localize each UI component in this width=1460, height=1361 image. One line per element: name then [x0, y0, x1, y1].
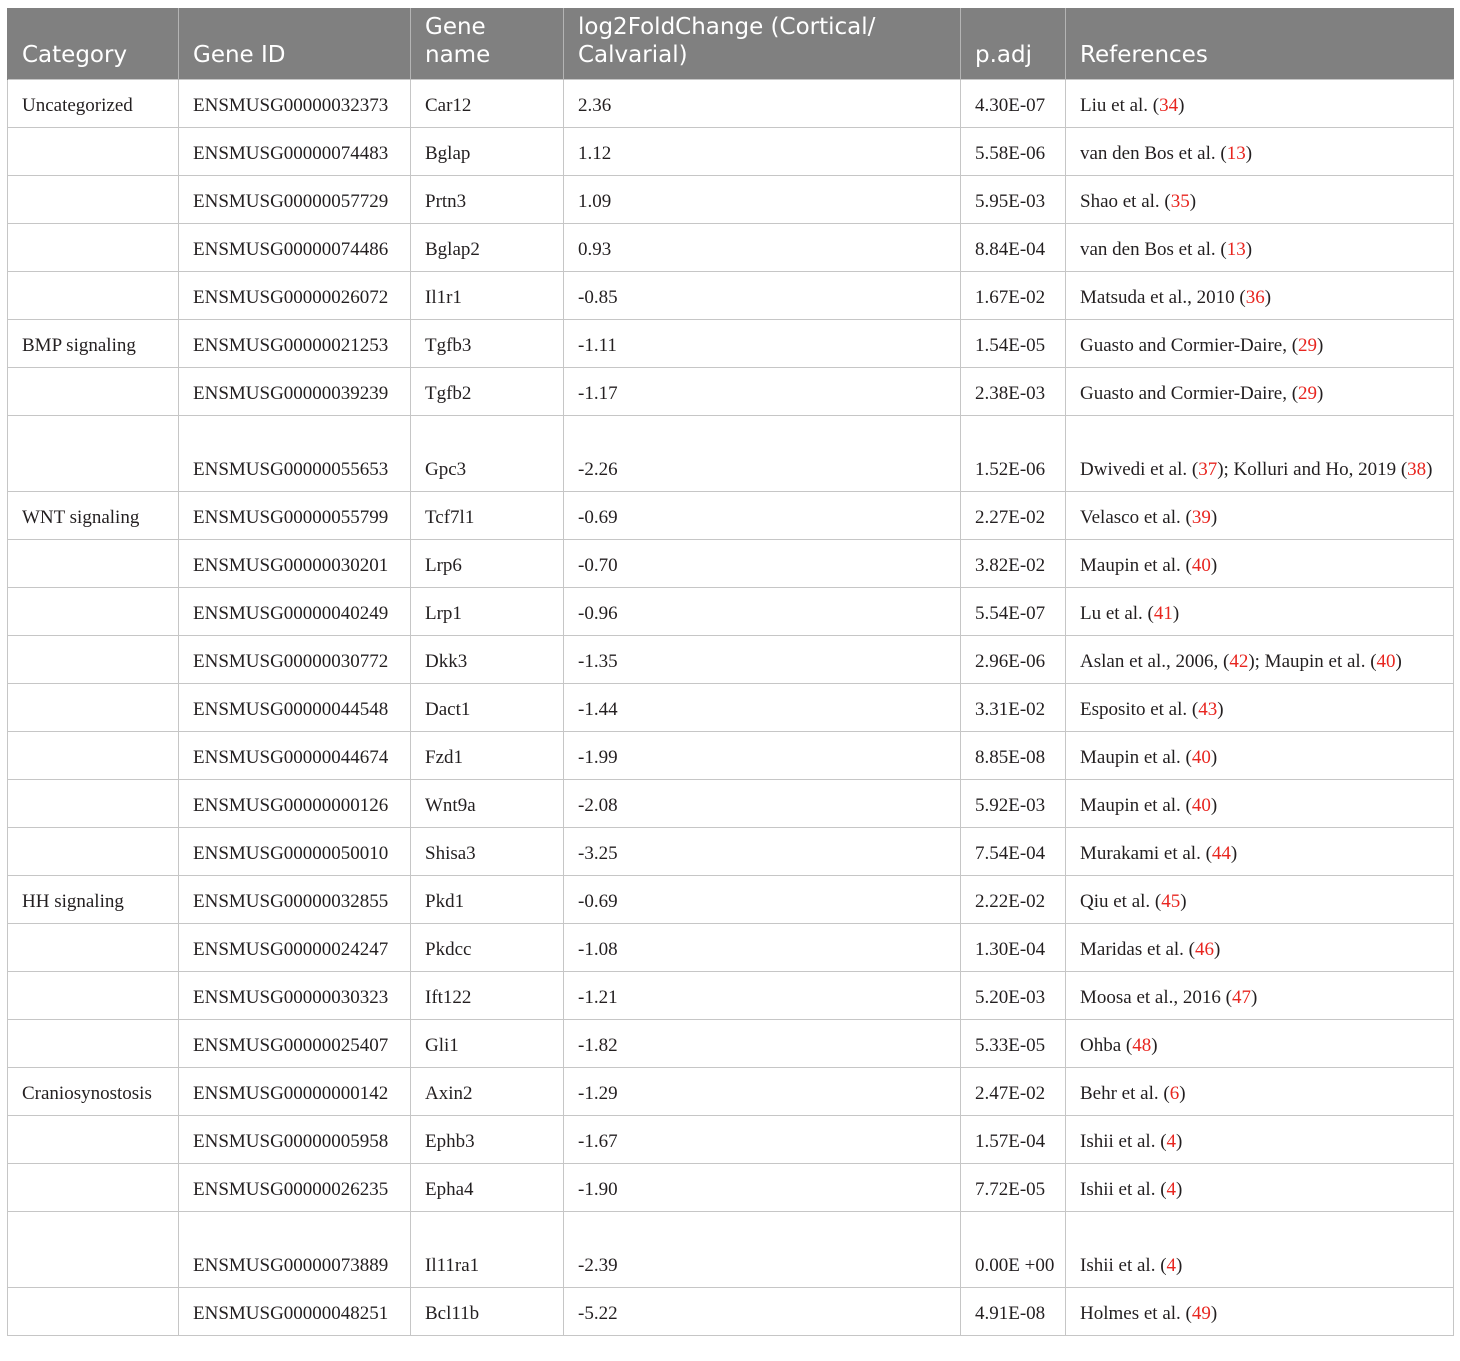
reference-citation-link[interactable]: 36 [1245, 286, 1265, 308]
cell-gene-name: Ift122 [411, 971, 564, 1019]
reference-text: ); Maupin et al. ( [1248, 650, 1377, 672]
cell-category [8, 1211, 179, 1287]
cell-reference [1066, 875, 1454, 923]
cell-padj: 3.31E-02 [961, 683, 1066, 731]
cell-category [8, 779, 179, 827]
cell-category [8, 415, 179, 491]
cell-padj: 8.85E-08 [961, 731, 1066, 779]
cell-reference [1066, 971, 1454, 1019]
reference-citation-link[interactable]: 38 [1407, 458, 1427, 480]
cell-gene-name: Il11ra1 [411, 1211, 564, 1287]
table-row [8, 1287, 1454, 1335]
cell-gene-name: Tcf7l1 [411, 491, 564, 539]
reference-text: ) [1317, 334, 1324, 356]
cell-reference [1066, 635, 1454, 683]
cell-padj: 5.95E-03 [961, 175, 1066, 223]
reference-citation-link[interactable]: 4 [1166, 1178, 1177, 1200]
cell-category: WNT signaling [8, 491, 179, 539]
cell-category [8, 635, 179, 683]
cell-gene-name: Car12 [411, 79, 564, 127]
cell-gene-id: ENSMUSG00000021253 [179, 319, 411, 367]
cell-padj: 5.92E-03 [961, 779, 1066, 827]
cell-reference [1066, 539, 1454, 587]
cell-category [8, 223, 179, 271]
table-row [8, 635, 1454, 683]
cell-reference [1066, 223, 1454, 271]
cell-log2fc: -0.70 [564, 539, 961, 587]
table-row [8, 367, 1454, 415]
reference-text: ) [1178, 94, 1185, 116]
cell-gene-id: ENSMUSG00000074486 [179, 223, 411, 271]
cell-gene-id: ENSMUSG00000026235 [179, 1163, 411, 1211]
cell-padj: 2.22E-02 [961, 875, 1066, 923]
cell-reference [1066, 491, 1454, 539]
table-row [8, 175, 1454, 223]
cell-log2fc: 1.09 [564, 175, 961, 223]
reference-text: Aslan et al., 2006, ( [1080, 650, 1230, 672]
cell-padj: 1.30E-04 [961, 923, 1066, 971]
cell-gene-id: ENSMUSG00000025407 [179, 1019, 411, 1067]
reference-citation-link[interactable]: 13 [1226, 238, 1246, 260]
cell-log2fc: -1.67 [564, 1115, 961, 1163]
gene-expression-table [7, 8, 1454, 1336]
reference-text: ) [1264, 286, 1272, 308]
cell-reference [1066, 731, 1454, 779]
table-row [8, 683, 1454, 731]
reference-citation-link[interactable]: 40 [1191, 554, 1211, 576]
reference-citation-link[interactable]: 13 [1226, 142, 1246, 164]
cell-gene-id: ENSMUSG00000000126 [179, 779, 411, 827]
cell-log2fc: -1.08 [564, 923, 961, 971]
cell-category [8, 1287, 179, 1335]
table-row [8, 923, 1454, 971]
cell-padj: 2.38E-03 [961, 367, 1066, 415]
reference-text: Ishii et al. ( [1080, 1178, 1167, 1200]
reference-citation-link[interactable]: 49 [1191, 1302, 1211, 1324]
cell-reference [1066, 1287, 1454, 1335]
header-gene-name: Gene name [411, 8, 564, 79]
table-row [8, 1211, 1454, 1287]
reference-text: Ohba ( [1080, 1034, 1133, 1056]
cell-padj: 3.82E-02 [961, 539, 1066, 587]
reference-citation-link[interactable]: 34 [1159, 94, 1179, 116]
reference-text: ) [1395, 650, 1402, 672]
cell-padj: 1.57E-04 [961, 1115, 1066, 1163]
reference-text: Maupin et al. ( [1080, 746, 1192, 768]
cell-reference [1066, 271, 1454, 319]
cell-gene-id: ENSMUSG00000024247 [179, 923, 411, 971]
table-row [8, 827, 1454, 875]
cell-gene-id: ENSMUSG00000039239 [179, 367, 411, 415]
reference-citation-link[interactable]: 6 [1169, 1082, 1180, 1104]
cell-gene-id: ENSMUSG00000048251 [179, 1287, 411, 1335]
cell-reference [1066, 827, 1454, 875]
reference-text: ) [1210, 506, 1218, 528]
reference-text: Behr et al. ( [1080, 1082, 1170, 1104]
cell-gene-name: Tgfb2 [411, 367, 564, 415]
cell-category: HH signaling [8, 875, 179, 923]
reference-text: ) [1189, 190, 1197, 212]
header-gene-id: Gene ID [179, 8, 411, 79]
table-row [8, 223, 1454, 271]
cell-log2fc: -1.99 [564, 731, 961, 779]
reference-text: ) [1210, 554, 1218, 576]
cell-padj: 5.58E-06 [961, 127, 1066, 175]
table-row [8, 79, 1454, 127]
cell-reference [1066, 367, 1454, 415]
cell-reference [1066, 79, 1454, 127]
reference-citation-link[interactable]: 40 [1191, 746, 1211, 768]
table-row [8, 415, 1454, 491]
reference-text: Dwivedi et al. ( [1080, 458, 1199, 480]
cell-log2fc: -2.26 [564, 415, 961, 491]
cell-gene-id: ENSMUSG00000030772 [179, 635, 411, 683]
reference-text: ) [1214, 938, 1221, 960]
cell-gene-name: Bglap2 [411, 223, 564, 271]
cell-padj: 2.27E-02 [961, 491, 1066, 539]
cell-gene-name: Ephb3 [411, 1115, 564, 1163]
cell-log2fc: 2.36 [564, 79, 961, 127]
reference-text: ); Kolluri and Ho, 2019 ( [1217, 458, 1408, 480]
cell-padj: 7.54E-04 [961, 827, 1066, 875]
reference-text: ) [1210, 746, 1218, 768]
reference-citation-link[interactable]: 29 [1298, 334, 1318, 356]
reference-citation-link[interactable]: 35 [1170, 190, 1190, 212]
reference-text: ) [1180, 890, 1187, 912]
cell-log2fc: -1.21 [564, 971, 961, 1019]
cell-gene-name: Gpc3 [411, 415, 564, 491]
cell-category [8, 731, 179, 779]
reference-text: ) [1317, 382, 1324, 404]
cell-log2fc: -1.29 [564, 1067, 961, 1115]
cell-category [8, 539, 179, 587]
reference-text: ) [1245, 142, 1253, 164]
reference-text: ) [1426, 458, 1433, 480]
cell-category [8, 923, 179, 971]
reference-text: Shao et al. ( [1080, 190, 1171, 212]
cell-gene-id: ENSMUSG00000050010 [179, 827, 411, 875]
reference-citation-link[interactable]: 47 [1231, 986, 1251, 1008]
cell-category [8, 1115, 179, 1163]
cell-log2fc: -0.96 [564, 587, 961, 635]
reference-citation-link[interactable]: 29 [1298, 382, 1318, 404]
table-row [8, 875, 1454, 923]
cell-padj: 2.96E-06 [961, 635, 1066, 683]
cell-reference [1066, 1019, 1454, 1067]
cell-reference [1066, 923, 1454, 971]
reference-citation-link[interactable]: 42 [1229, 650, 1249, 672]
cell-log2fc: -0.69 [564, 491, 961, 539]
cell-gene-name: Wnt9a [411, 779, 564, 827]
cell-category: Uncategorized [8, 79, 179, 127]
cell-log2fc: -2.08 [564, 779, 961, 827]
cell-reference [1066, 683, 1454, 731]
reference-text: ) [1176, 1254, 1183, 1276]
reference-text: Ishii et al. ( [1080, 1130, 1167, 1152]
table-row [8, 1163, 1454, 1211]
reference-text: Moosa et al., 2016 ( [1080, 986, 1232, 1008]
cell-gene-name: Dkk3 [411, 635, 564, 683]
reference-citation-link[interactable]: 44 [1211, 842, 1231, 864]
cell-log2fc: -1.17 [564, 367, 961, 415]
cell-gene-name: Shisa3 [411, 827, 564, 875]
cell-reference [1066, 779, 1454, 827]
reference-text: Liu et al. ( [1080, 94, 1160, 116]
cell-padj: 5.20E-03 [961, 971, 1066, 1019]
reference-text: Maupin et al. ( [1080, 794, 1192, 816]
reference-citation-link[interactable]: 40 [1191, 794, 1211, 816]
cell-category [8, 367, 179, 415]
cell-gene-id: ENSMUSG00000073889 [179, 1211, 411, 1287]
cell-reference [1066, 1067, 1454, 1115]
cell-gene-id: ENSMUSG00000044548 [179, 683, 411, 731]
reference-text: Maridas et al. ( [1080, 938, 1196, 960]
cell-padj: 1.52E-06 [961, 415, 1066, 491]
cell-category: Craniosynostosis [8, 1067, 179, 1115]
reference-citation-link[interactable]: 40 [1376, 650, 1396, 672]
reference-text: Murakami et al. ( [1080, 842, 1212, 864]
cell-gene-id: ENSMUSG00000005958 [179, 1115, 411, 1163]
cell-padj: 1.54E-05 [961, 319, 1066, 367]
cell-log2fc: -1.44 [564, 683, 961, 731]
cell-reference [1066, 1211, 1454, 1287]
cell-reference [1066, 127, 1454, 175]
cell-log2fc: -1.11 [564, 319, 961, 367]
table-row [8, 587, 1454, 635]
cell-padj: 8.84E-04 [961, 223, 1066, 271]
cell-category [8, 175, 179, 223]
reference-text: ) [1172, 602, 1180, 624]
cell-log2fc: -1.35 [564, 635, 961, 683]
cell-gene-name: Fzd1 [411, 731, 564, 779]
cell-gene-name: Lrp6 [411, 539, 564, 587]
cell-reference [1066, 587, 1454, 635]
header-padj: p.adj [961, 8, 1066, 79]
reference-text: Velasco et al. ( [1080, 506, 1192, 528]
reference-citation-link[interactable]: 43 [1198, 698, 1218, 720]
cell-category [8, 683, 179, 731]
cell-padj: 5.54E-07 [961, 587, 1066, 635]
cell-gene-name: Axin2 [411, 1067, 564, 1115]
reference-text: Esposito et al. ( [1080, 698, 1199, 720]
reference-citation-link[interactable]: 48 [1132, 1034, 1152, 1056]
cell-log2fc: -1.90 [564, 1163, 961, 1211]
cell-gene-id: ENSMUSG00000032855 [179, 875, 411, 923]
reference-citation-link[interactable]: 4 [1166, 1130, 1177, 1152]
gene-table-container [7, 8, 1453, 1336]
cell-gene-id: ENSMUSG00000074483 [179, 127, 411, 175]
header-references: References [1066, 8, 1454, 79]
cell-log2fc: -2.39 [564, 1211, 961, 1287]
cell-log2fc: 0.93 [564, 223, 961, 271]
cell-gene-name: Tgfb3 [411, 319, 564, 367]
reference-text: Ishii et al. ( [1080, 1254, 1167, 1276]
cell-category: BMP signaling [8, 319, 179, 367]
reference-text: ) [1176, 1178, 1183, 1200]
reference-text: ) [1217, 698, 1224, 720]
table-row [8, 1115, 1454, 1163]
cell-category [8, 1019, 179, 1067]
header-log2foldchange: log2FoldChange (Cortical/ Calvarial) [564, 8, 961, 79]
cell-category [8, 827, 179, 875]
cell-gene-name: Gli1 [411, 1019, 564, 1067]
cell-gene-name: Dact1 [411, 683, 564, 731]
header-category: Category [8, 8, 179, 79]
cell-padj: 4.30E-07 [961, 79, 1066, 127]
cell-gene-name: Bcl11b [411, 1287, 564, 1335]
cell-log2fc: -5.22 [564, 1287, 961, 1335]
reference-text: ) [1179, 1082, 1186, 1104]
reference-text: Lu et al. ( [1080, 602, 1154, 624]
reference-citation-link[interactable]: 46 [1195, 938, 1215, 960]
table-row [8, 779, 1454, 827]
cell-reference [1066, 1163, 1454, 1211]
reference-text: Guasto and Cormier-Daire, ( [1080, 334, 1299, 356]
cell-log2fc: 1.12 [564, 127, 961, 175]
reference-citation-link[interactable]: 41 [1153, 602, 1173, 624]
cell-reference [1066, 1115, 1454, 1163]
reference-citation-link[interactable]: 4 [1166, 1254, 1177, 1276]
cell-gene-id: ENSMUSG00000030201 [179, 539, 411, 587]
cell-log2fc: -0.69 [564, 875, 961, 923]
table-row [8, 971, 1454, 1019]
cell-padj: 5.33E-05 [961, 1019, 1066, 1067]
cell-gene-name: Il1r1 [411, 271, 564, 319]
table-row [8, 731, 1454, 779]
cell-category [8, 271, 179, 319]
cell-reference [1066, 175, 1454, 223]
cell-padj: 1.67E-02 [961, 271, 1066, 319]
cell-log2fc: -1.82 [564, 1019, 961, 1067]
table-row [8, 127, 1454, 175]
reference-text: Qiu et al. ( [1080, 890, 1162, 912]
reference-citation-link[interactable]: 39 [1191, 506, 1211, 528]
table-row [8, 539, 1454, 587]
reference-text: ) [1230, 842, 1238, 864]
reference-text: Maupin et al. ( [1080, 554, 1192, 576]
reference-text: ) [1250, 986, 1258, 1008]
cell-reference [1066, 319, 1454, 367]
cell-padj: 2.47E-02 [961, 1067, 1066, 1115]
cell-log2fc: -0.85 [564, 271, 961, 319]
cell-gene-id: ENSMUSG00000032373 [179, 79, 411, 127]
cell-gene-name: Pkd1 [411, 875, 564, 923]
cell-gene-name: Prtn3 [411, 175, 564, 223]
cell-gene-name: Bglap [411, 127, 564, 175]
cell-log2fc: -3.25 [564, 827, 961, 875]
cell-gene-id: ENSMUSG00000026072 [179, 271, 411, 319]
cell-category [8, 127, 179, 175]
cell-padj: 0.00E +00 [961, 1211, 1066, 1287]
reference-text: ) [1210, 794, 1218, 816]
reference-text: ) [1245, 238, 1253, 260]
cell-padj: 7.72E-05 [961, 1163, 1066, 1211]
reference-text: Matsuda et al., 2010 ( [1080, 286, 1246, 308]
table-header-row [8, 8, 1454, 79]
cell-gene-id: ENSMUSG00000000142 [179, 1067, 411, 1115]
cell-gene-name: Pkdcc [411, 923, 564, 971]
reference-citation-link[interactable]: 45 [1161, 890, 1181, 912]
cell-reference [1066, 415, 1454, 491]
cell-padj: 4.91E-08 [961, 1287, 1066, 1335]
reference-text: van den Bos et al. ( [1080, 142, 1227, 164]
table-row [8, 271, 1454, 319]
cell-gene-id: ENSMUSG00000030323 [179, 971, 411, 1019]
reference-text: Guasto and Cormier-Daire, ( [1080, 382, 1299, 404]
reference-citation-link[interactable]: 37 [1198, 458, 1218, 480]
table-row [8, 1067, 1454, 1115]
table-row [8, 1019, 1454, 1067]
reference-text: ) [1176, 1130, 1183, 1152]
cell-gene-name: Epha4 [411, 1163, 564, 1211]
cell-gene-id: ENSMUSG00000055653 [179, 415, 411, 491]
cell-gene-name: Lrp1 [411, 587, 564, 635]
cell-category [8, 971, 179, 1019]
table-row [8, 491, 1454, 539]
reference-text: van den Bos et al. ( [1080, 238, 1227, 260]
table-row [8, 319, 1454, 367]
cell-gene-id: ENSMUSG00000040249 [179, 587, 411, 635]
cell-gene-id: ENSMUSG00000057729 [179, 175, 411, 223]
cell-category [8, 587, 179, 635]
cell-gene-id: ENSMUSG00000055799 [179, 491, 411, 539]
cell-category [8, 1163, 179, 1211]
reference-text: Holmes et al. ( [1080, 1302, 1192, 1324]
reference-text: ) [1210, 1302, 1218, 1324]
table-body [8, 79, 1454, 1335]
cell-gene-id: ENSMUSG00000044674 [179, 731, 411, 779]
reference-text: ) [1151, 1034, 1158, 1056]
